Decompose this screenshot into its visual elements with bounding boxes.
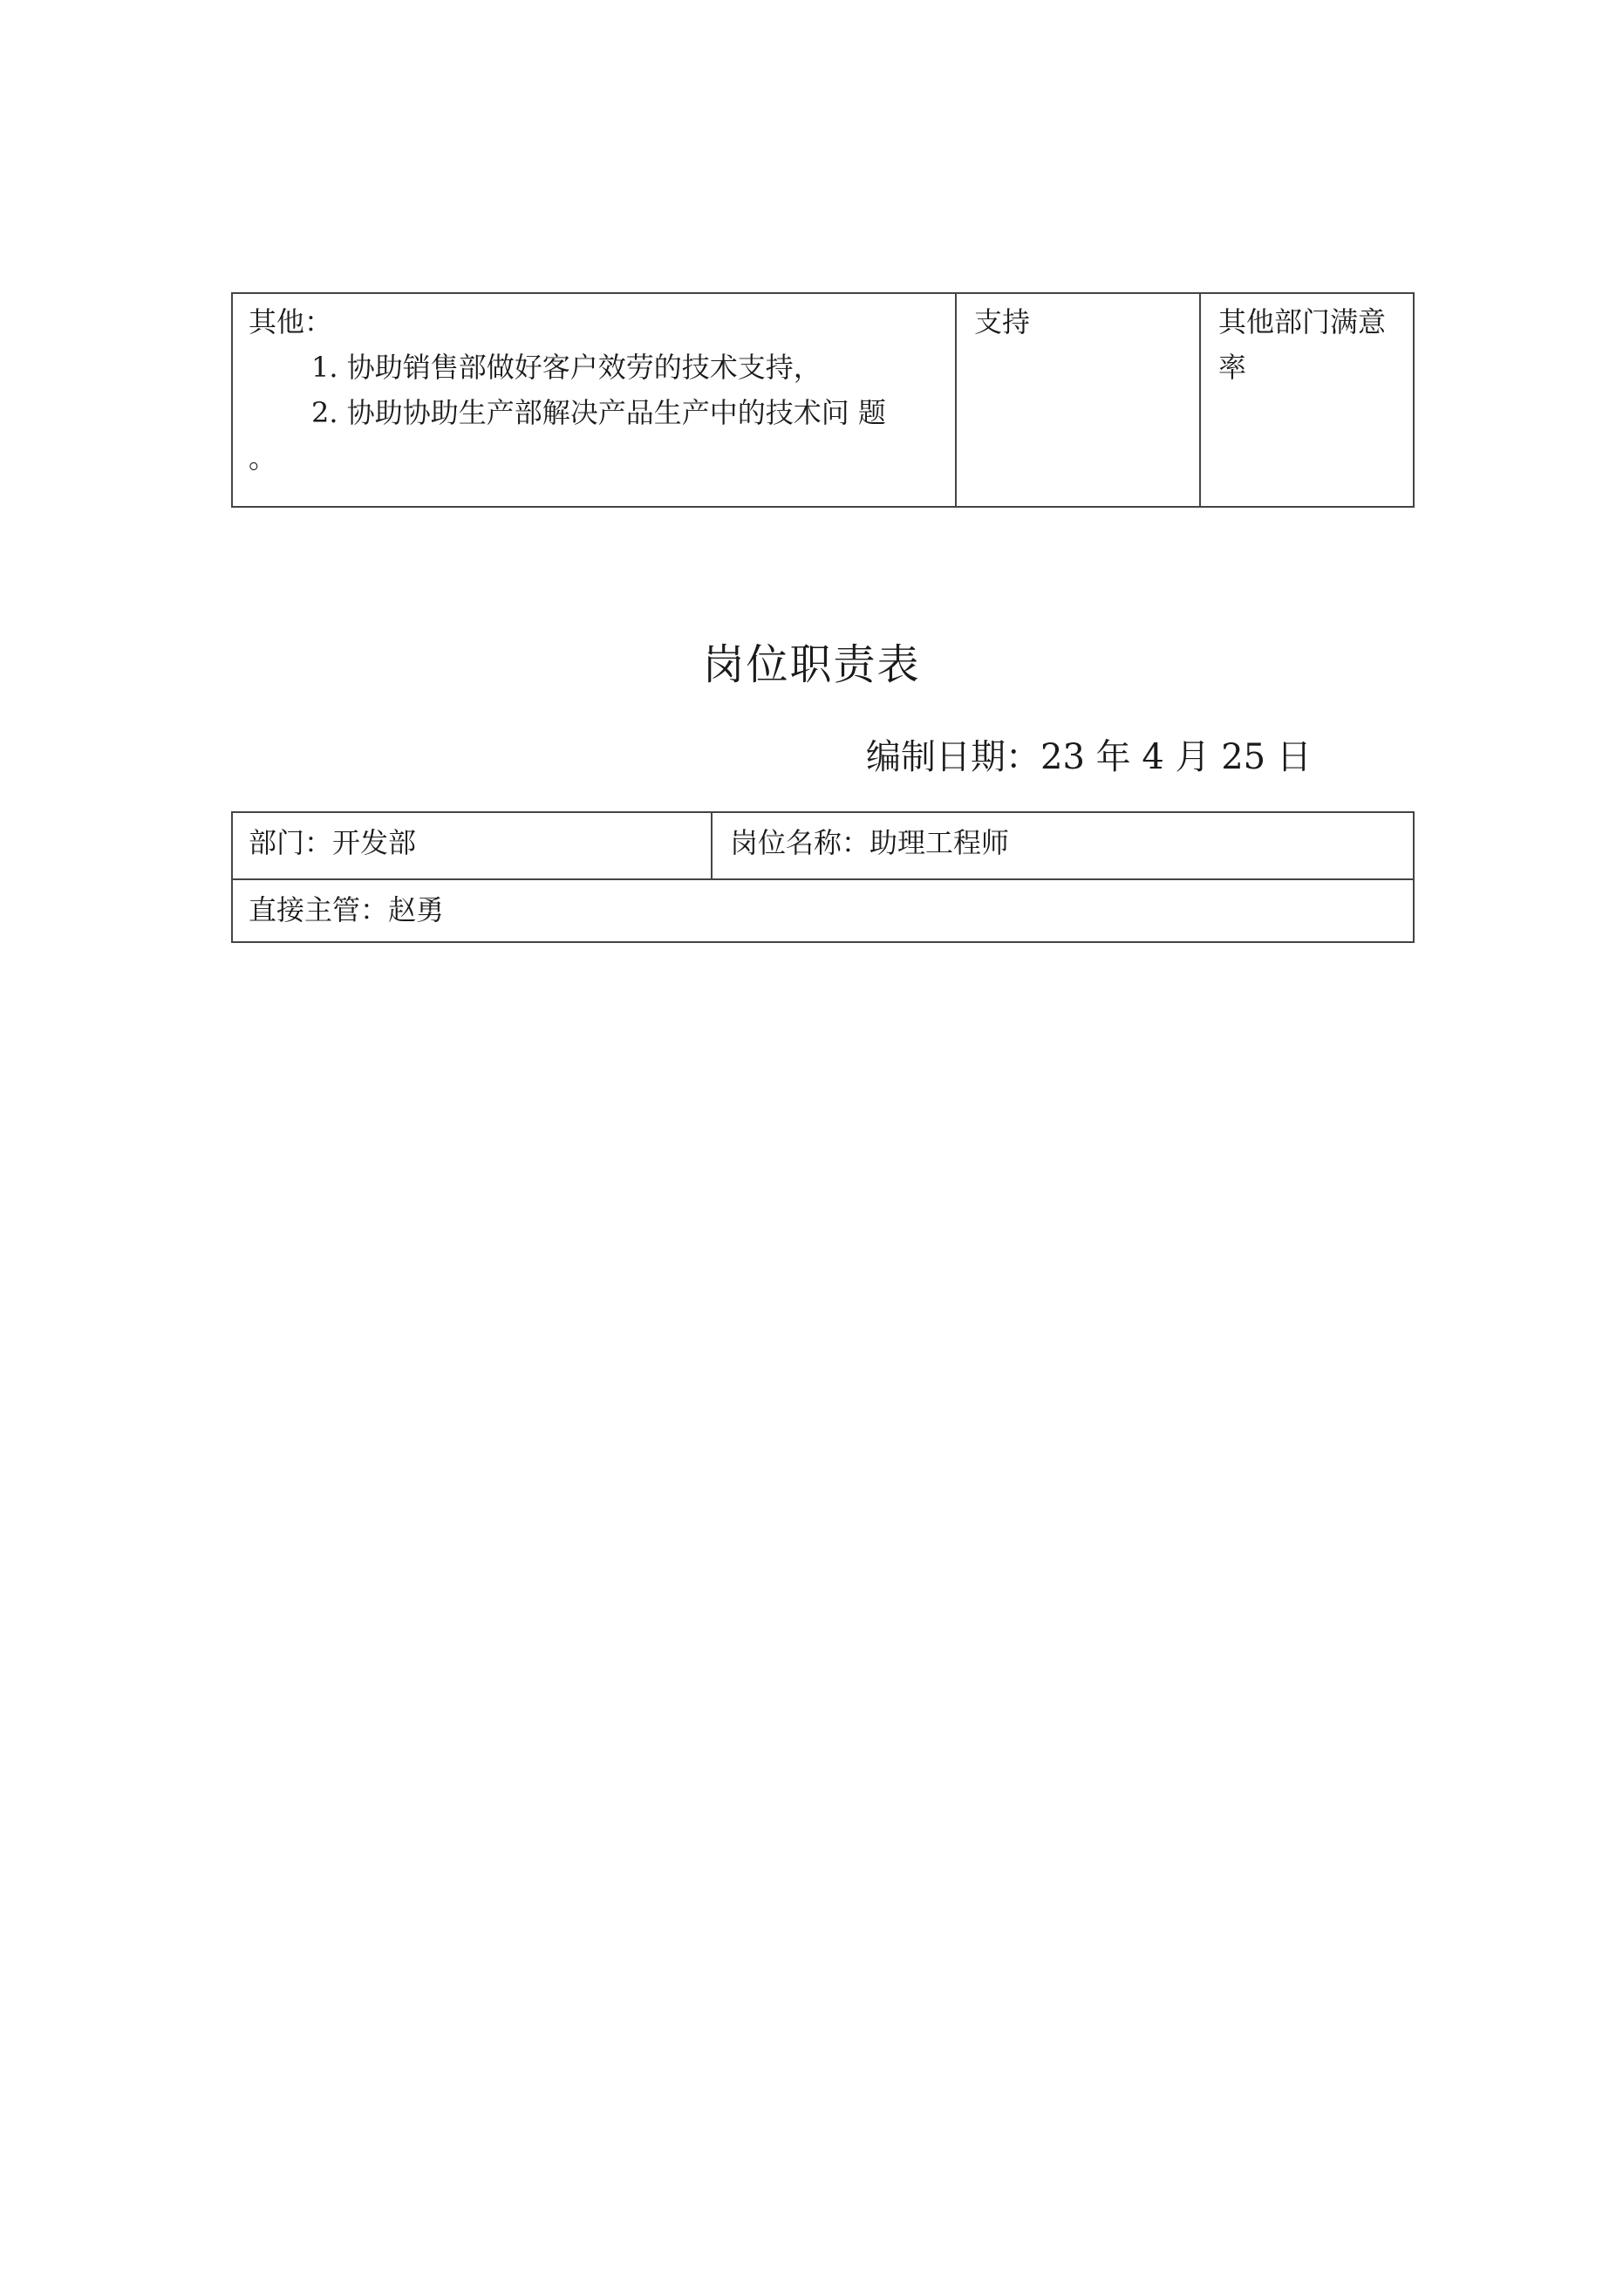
supervisor-row — [233, 880, 1413, 941]
department-cell — [233, 813, 713, 878]
duty-item-1: 1. 协助销售部做好客户效劳的技术支持， — [311, 351, 822, 384]
page-title: 岗位职责表 — [702, 640, 921, 689]
position-name-label: 岗位名称：助理工程师 — [730, 826, 1010, 859]
duty-type-label: 支持 — [974, 305, 1031, 338]
duty-item-2: 2. 协助协助生产部解决产品生产中的技术问 题 — [311, 396, 886, 429]
department-label: 部门：开发部 — [249, 826, 417, 859]
duty-type-cell — [957, 294, 1201, 506]
duty-trailing-period: 。 — [249, 441, 277, 475]
position-info-row — [233, 813, 1413, 880]
responsibility-table-continued — [231, 292, 1415, 508]
compile-date: 编制日期：23 年 4 月 25 日 — [866, 737, 1312, 777]
duty-description-cell — [233, 294, 957, 506]
duty-metric-cell — [1201, 294, 1413, 506]
duty-heading: 其他： — [249, 305, 333, 338]
position-name-cell — [713, 813, 1413, 878]
position-info-table — [231, 811, 1415, 943]
duty-metric-label: 其他部门满意率 — [1218, 305, 1387, 384]
supervisor-label: 直接主管：赵勇 — [249, 893, 445, 926]
